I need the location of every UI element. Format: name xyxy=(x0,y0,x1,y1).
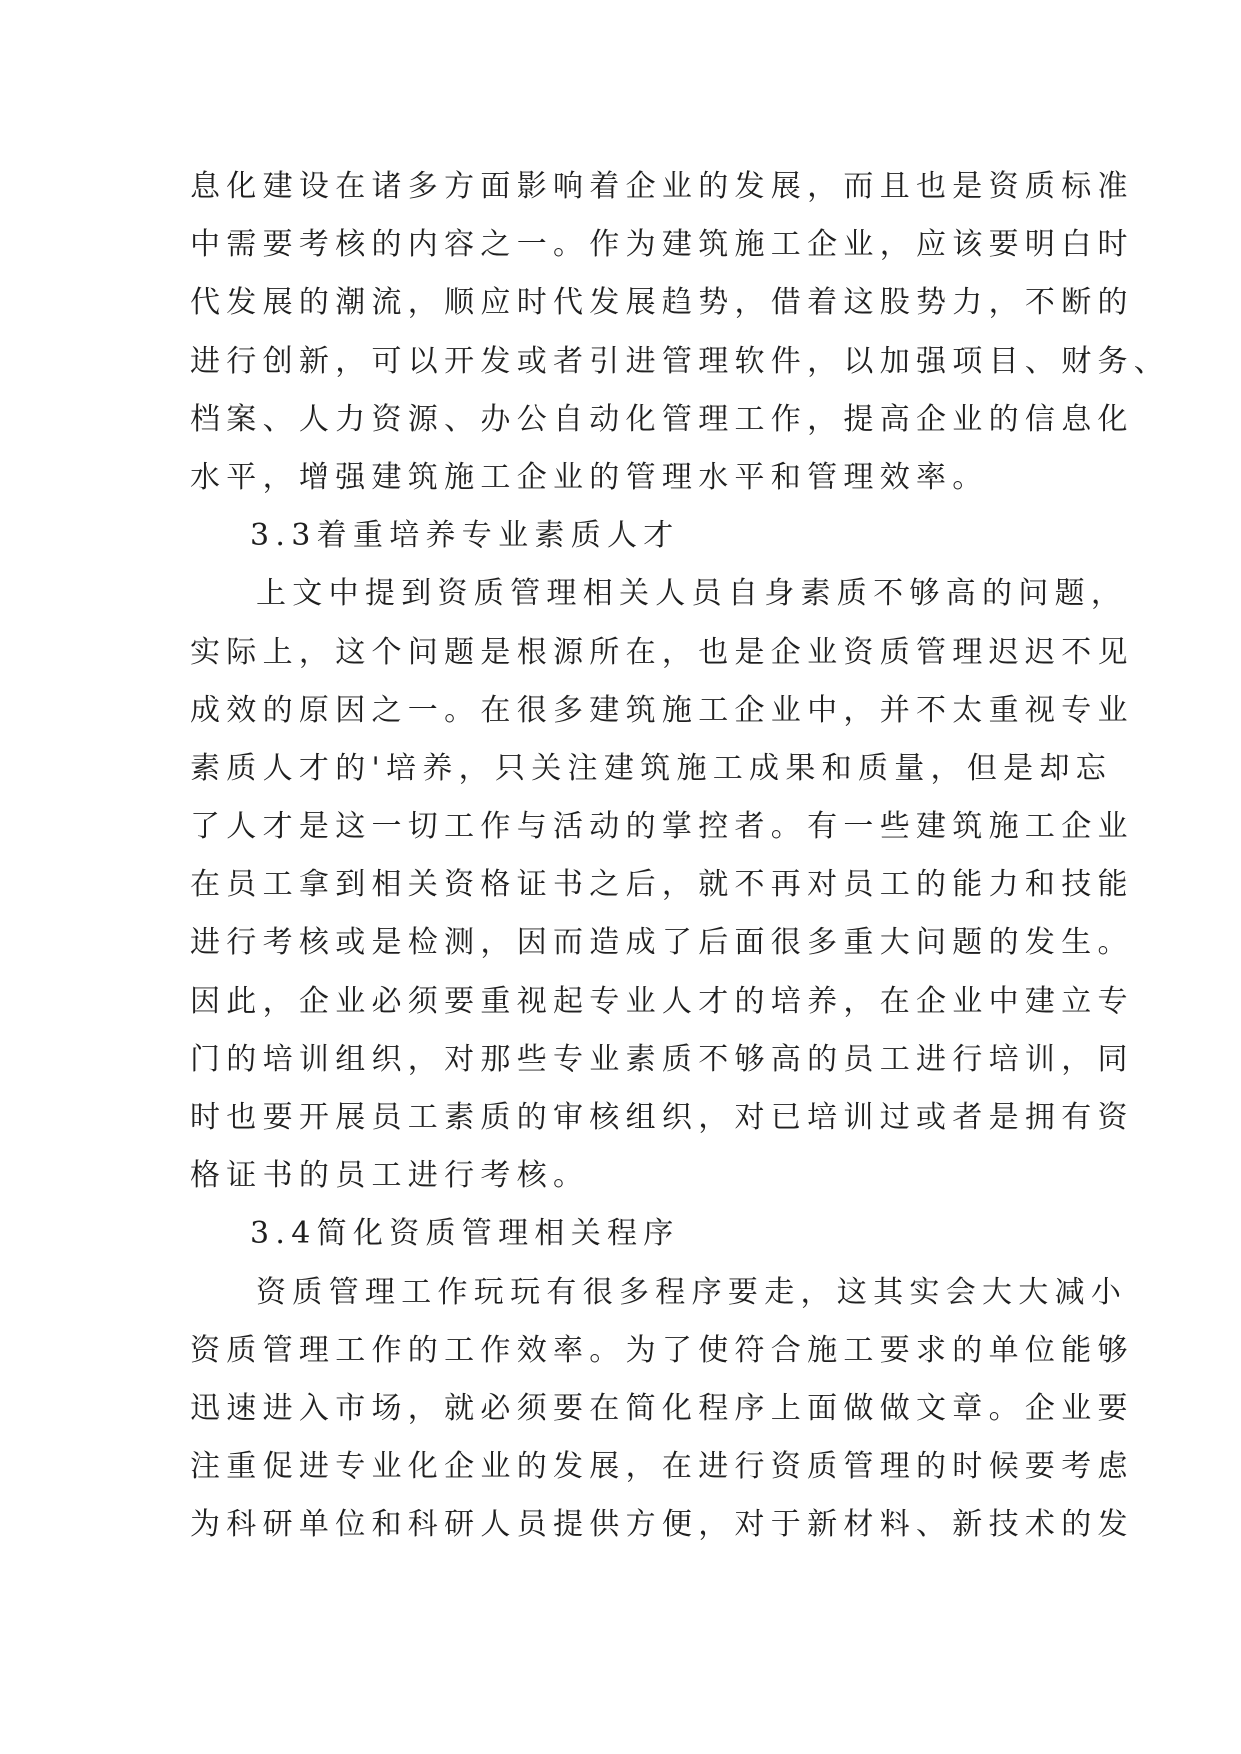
section-heading-3-3: 3.3着重培养专业素质人才 xyxy=(250,518,680,554)
section-heading-3-4: 3.4简化资质管理相关程序 xyxy=(250,1216,680,1252)
paragraph-line: 资质管理工作的工作效率。为了使符合施工要求的单位能够 xyxy=(190,1332,1134,1368)
paragraph-line: 成效的原因之一。在很多建筑施工企业中，并不太重视专业 xyxy=(190,692,1134,728)
paragraph-line: 上文中提到资质管理相关人员自身素质不够高的问题， xyxy=(256,576,1128,612)
paragraph-line: 进行考核或是检测，因而造成了后面很多重大问题的发生。 xyxy=(190,925,1134,961)
paragraph-line: 注重促进专业化企业的发展，在进行资质管理的时候要考虑 xyxy=(190,1449,1134,1485)
paragraph-line: 资质管理工作玩玩有很多程序要走，这其实会大大减小 xyxy=(256,1274,1128,1310)
paragraph-line: 在员工拿到相关资格证书之后，就不再对员工的能力和技能 xyxy=(190,867,1134,903)
paragraph-line: 代发展的潮流，顺应时代发展趋势，借着这股势力，不断的 xyxy=(190,285,1134,321)
paragraph-line: 进行创新，可以开发或者引进管理软件，以加强项目、财务、 xyxy=(190,343,1171,379)
paragraph-line: 迅速进入市场，就必须要在简化程序上面做做文章。企业要 xyxy=(190,1390,1134,1426)
paragraph-line: 时也要开展员工素质的审核组织，对已培训过或者是拥有资 xyxy=(190,1100,1134,1135)
paragraph-line: 门的培训组织，对那些专业素质不够高的员工进行培训，同 xyxy=(190,1041,1134,1077)
body-text xyxy=(190,158,1171,1555)
paragraph-line: 格证书的员工进行考核。 xyxy=(190,1158,590,1194)
paragraph-line: 水平，增强建筑施工企业的管理水平和管理效率。 xyxy=(190,459,989,495)
paragraph-line: 中需要考核的内容之一。作为建筑施工企业，应该要明白时 xyxy=(190,227,1134,263)
paragraph-line: 因此，企业必须要重视起专业人才的培养，在企业中建立专 xyxy=(190,983,1134,1019)
paragraph-line: 档案、人力资源、办公自动化管理工作，提高企业的信息化 xyxy=(190,401,1134,437)
paragraph-line: 了人才是这一切工作与活动的掌控者。有一些建筑施工企业 xyxy=(190,809,1134,845)
paragraph-line: 息化建设在诸多方面影响着企业的发展，而且也是资质标准 xyxy=(190,169,1134,204)
paragraph-line: 为科研单位和科研人员提供方便，对于新材料、新技术的发 xyxy=(190,1507,1134,1543)
paragraph-line: 素质人才的'培养，只关注建筑施工成果和质量，但是却忘 xyxy=(190,750,1113,786)
paragraph-line: 实际上，这个问题是根源所在，也是企业资质管理迟迟不见 xyxy=(190,634,1134,670)
